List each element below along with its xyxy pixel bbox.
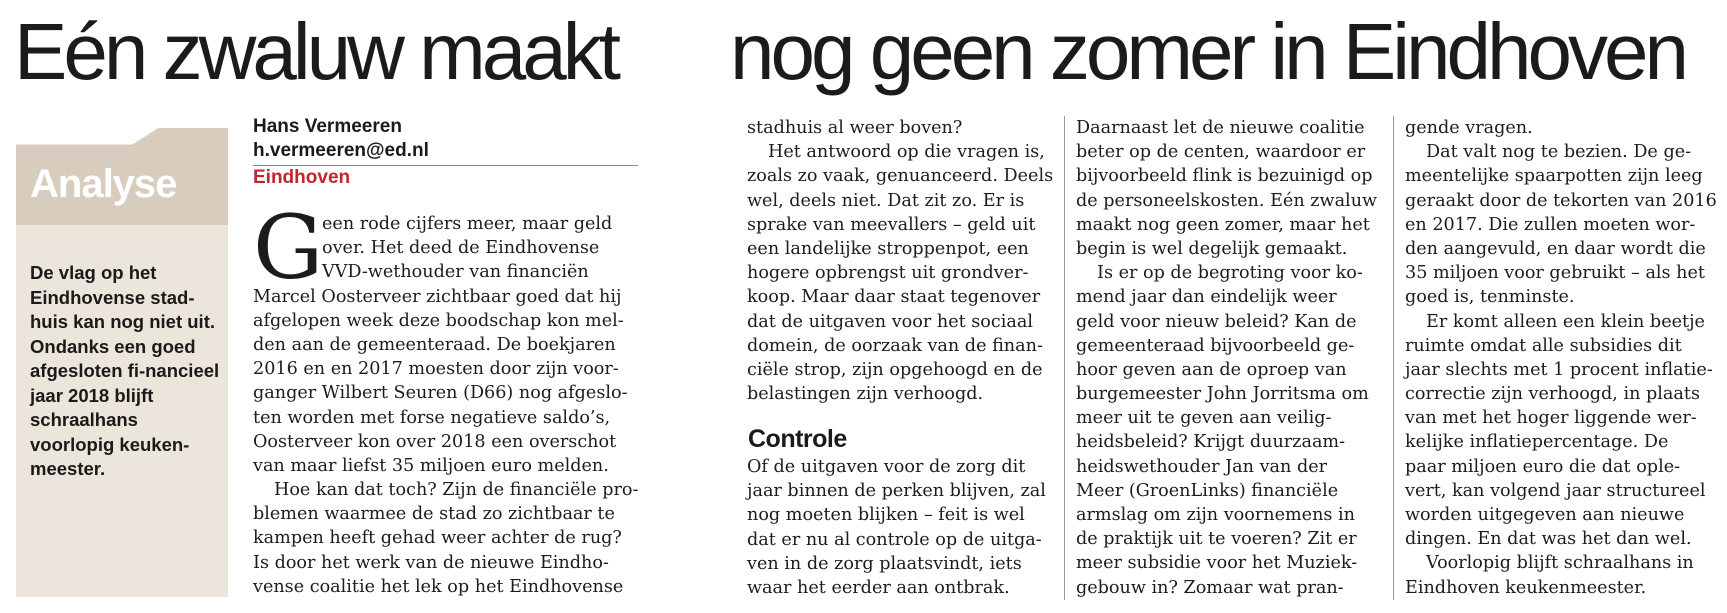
text-line: een landelijke stroppenpot, een <box>747 238 1029 259</box>
text-line: worden uitgegeven aan nieuwe <box>1405 505 1685 525</box>
text-line: en 2017. Die zullen moeten wor- <box>1405 214 1696 235</box>
text-line: zoals zo vaak, genuanceerd. Deels <box>747 166 1054 187</box>
text-line: armslag om zijn voornemens in <box>1076 505 1356 525</box>
text-line: stadhuis al weer boven? <box>747 118 963 138</box>
text-line: beter op de centen, waardoor er <box>1076 142 1366 163</box>
text-line: Meer (GroenLinks) financiële <box>1076 480 1339 501</box>
article-column-4 <box>1405 116 1717 600</box>
text-line: gende vragen. <box>1405 118 1533 138</box>
text-line: bijvoorbeeld flink is bezuinigd op <box>1076 166 1373 187</box>
text-line: Oosterveer kon over 2018 een overschot <box>253 431 617 452</box>
text-line: 2016 en en 2017 moesten door zijn voor- <box>253 359 619 380</box>
text-line: dingen. En dat was het dan wel. <box>1405 529 1692 550</box>
text-line: correctie zijn verhoogd, in plaats <box>1405 384 1701 405</box>
text-line: de praktijk uit te voeren? Zit er <box>1076 529 1357 550</box>
text-line: maakt nog geen zomer, maar het <box>1076 214 1370 235</box>
text-line: dat de uitgaven voor het sociaal <box>747 311 1033 332</box>
article-column-1 <box>253 212 638 599</box>
text-line: meer subsidie voor het Muziek- <box>1076 553 1358 574</box>
byline <box>253 115 638 190</box>
text-line: Of de uitgaven voor de zorg dit <box>747 457 1026 477</box>
text-line: over. Het deed de Eindhovense <box>322 238 600 259</box>
text-line: de personeelskosten. Eén zwaluw <box>1076 190 1378 211</box>
text-line: gebouw in? Zomaar wat pran- <box>1076 577 1344 598</box>
text-line: wel, deels niet. Dat zit zo. Er is <box>747 190 1025 211</box>
text-line: begin is wel degelijk gemaakt. <box>1076 238 1348 259</box>
section-subhead: Controle <box>748 425 847 453</box>
text-line: Voorlopig blijft schraalhans in <box>1426 553 1694 574</box>
text-line: ten worden met forse negatieve saldo’s, <box>253 407 611 428</box>
text-line: VVD-wethouder van financiën <box>322 262 589 283</box>
column-divider <box>1064 116 1065 600</box>
text-line: den aangevuld, en daar wordt die <box>1405 238 1706 259</box>
article-column-2-continued <box>747 455 1047 600</box>
text-line: Is door het werk van de nieuwe Eindho- <box>253 552 609 573</box>
text-line: Marcel Oosterveer zichtbaar goed dat hij <box>253 286 622 307</box>
text-line: Hoe kan dat toch? Zijn de financiële pro- <box>274 480 639 501</box>
text-line: heidswethouder Jan van der <box>1076 456 1328 477</box>
drop-cap: G <box>253 196 324 299</box>
text-line: goed is, tenminste. <box>1405 287 1575 308</box>
text-line: Is er op de begroting voor ko- <box>1097 263 1363 284</box>
text-line: Eindhoven keukenmeester. <box>1405 577 1647 598</box>
text-line: domein, de oorzaak van de finan- <box>747 335 1043 356</box>
text-line: een rode cijfers meer, maar geld <box>322 214 613 234</box>
text-line: gemeenteraad bijvoorbeeld ge- <box>1076 335 1355 356</box>
column-divider <box>1393 116 1394 600</box>
text-line: vert, kan volgend jaar structureel <box>1405 480 1706 501</box>
dateline-place: Eindhoven <box>253 167 351 188</box>
text-line: afgelopen week deze boodschap kon mel- <box>253 310 624 331</box>
text-line: meentelijke spaarpotten zijn leeg <box>1405 166 1703 187</box>
text-line: hoor geven aan de oproep van <box>1076 359 1347 380</box>
text-line: heidsbeleid? Krijgt duurzaam- <box>1076 432 1346 453</box>
headline-part-right: nog geen zomer in Eindhoven <box>730 7 1685 96</box>
text-line: ganger Wilbert Seuren (D66) nog afgeslo- <box>253 383 628 404</box>
text-line: geld voor nieuw beleid? Kan de <box>1076 311 1357 332</box>
text-line: paar miljoen euro die dat ople- <box>1405 456 1681 477</box>
text-line: ven in de zorg plaatsvindt, iets <box>747 553 1022 574</box>
text-line: van maar liefst 35 miljoen euro melden. <box>253 455 609 476</box>
text-line: nog moeten blijken – feit is wel <box>747 505 1025 526</box>
text-line: Daarnaast let de nieuwe coalitie <box>1076 118 1365 138</box>
text-line: blemen waarmee de stad zo zichtbaar te <box>253 504 615 525</box>
text-line: mend jaar dan eindelijk weer <box>1076 287 1337 308</box>
text-line: den aan de gemeenteraad. De boekjaren <box>253 334 616 355</box>
text-line: geraakt door de tekorten van 2016 <box>1405 190 1717 211</box>
text-line: ciële strop, zijn opgehoogd en de <box>747 359 1043 380</box>
text-line: vense coalitie het lek op het Eindhovense <box>253 576 624 597</box>
author-email[interactable]: h.vermeeren@ed.nl <box>253 140 429 161</box>
text-line: hogere opbrengst uit grondver- <box>747 263 1029 284</box>
headline-part-left: Eén zwaluw maakt <box>14 7 617 96</box>
text-line: dat er nu al controle op de uitga- <box>747 529 1042 550</box>
intro-text: De vlag op het Eindhovense stad-huis kan nog niet uit. Ondanks een goed afgesloten fi-nancieel jaar 2018 blijft schraalhans voorlopig keuken-meester. <box>30 262 220 479</box>
text-line: Het antwoord op die vragen is, <box>768 142 1045 163</box>
text-line: kampen heeft gehad weer achter de rug? <box>253 528 622 549</box>
text-line: meer uit te geven aan veilig- <box>1076 408 1332 429</box>
text-line: koop. Maar daar staat tegenover <box>747 287 1041 308</box>
analyse-label: Analyse <box>30 162 177 206</box>
text-line: waar het eerder aan ontbrak. <box>747 577 1010 598</box>
text-line: belastingen zijn verhoogd. <box>747 384 984 405</box>
text-line: 35 miljoen voor gebruikt – als het <box>1405 263 1705 284</box>
article-column-3 <box>1076 116 1376 600</box>
text-line: van met het hoger liggende wer- <box>1405 408 1697 429</box>
text-line: jaar binnen de perken blijven, zal <box>747 481 1046 502</box>
text-line: Dat valt nog te bezien. De ge- <box>1426 142 1692 163</box>
author-name: Hans Vermeeren <box>253 116 402 137</box>
article-column-2 <box>747 116 1054 406</box>
text-line: ruimte omdat alle subsidies dit <box>1405 335 1682 356</box>
text-line: kelijke inflatiepercentage. De <box>1405 432 1669 453</box>
text-line: Er komt alleen een klein beetje <box>1426 311 1705 332</box>
text-line: sprake van meevallers – geld uit <box>747 214 1036 235</box>
text-line: burgemeester John Jorritsma om <box>1076 384 1369 405</box>
text-line: jaar slechts met 1 procent inflatie- <box>1405 359 1713 380</box>
